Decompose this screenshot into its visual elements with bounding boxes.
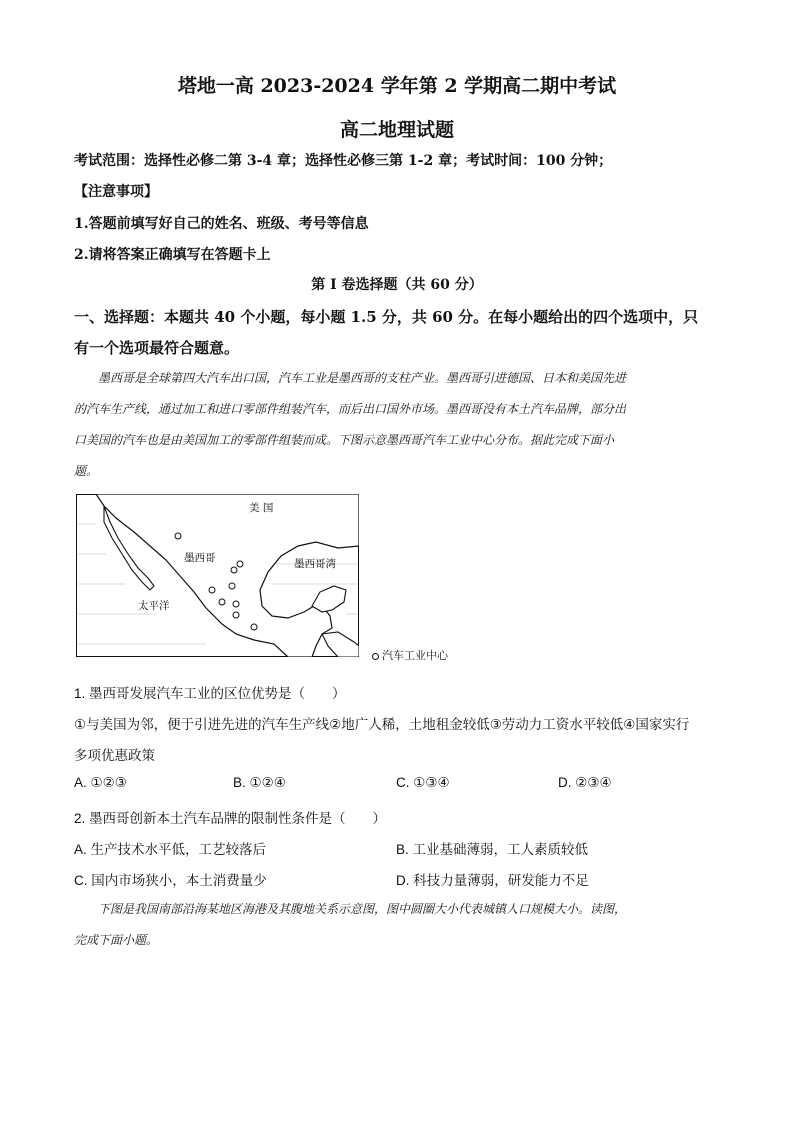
industry-center-marker <box>231 567 237 573</box>
question-1-stem-cont: ①与美国为邻，便于引进先进的汽车生产线②地广人稀，土地租金较低③劳动力工资水平较低④国家实行 <box>74 717 690 732</box>
passage-line: 题。 <box>74 464 99 478</box>
question-1-stem-cont: 多项优惠政策 <box>74 748 155 763</box>
legend-label: 汽车工业中心 <box>382 650 448 662</box>
legend-circle-icon <box>372 653 379 660</box>
industry-center-marker <box>251 624 257 630</box>
industry-center-marker <box>175 533 181 539</box>
section-instruction: 一、选择题：本题共 40 个小题，每小题 1.5 分，共 60 分。在每小题给出的四个选项中，只 <box>74 308 699 326</box>
option-a: A. ①②③ <box>74 775 127 790</box>
exam-subtitle: 高二地理试题 <box>339 119 454 141</box>
passage-2 <box>74 894 724 956</box>
question-2-stem: 2. 墨西哥创新本土汽车品牌的限制性条件是（ ） <box>74 811 387 826</box>
option-d: D. ②③④ <box>558 775 612 790</box>
exam-info: 考试范围：选择性必修二第 3-4 章；选择性必修三第 1-2 章；考试时间：100 分钟； <box>74 153 613 169</box>
industry-center-marker <box>233 601 239 607</box>
mexico-label: 墨西哥 <box>184 552 216 564</box>
industry-center-marker <box>233 612 239 618</box>
pacific-label: 太平洋 <box>138 600 170 612</box>
passage-line: 墨西哥是全球第四大汽车出口国，汽车工业是墨西哥的支柱产业。墨西哥引进德国、日本和美国先进 <box>98 371 627 385</box>
passage-line: 下图是我国南部沿海某地区海港及其腹地关系示意图，图中圆圈大小代表城镇人口规模大小。读图， <box>98 902 627 916</box>
passage-line: 的汽车生产线，通过加工和进口零部件组装汽车，而后出口国外市场。墨西哥没有本土汽车品牌，部分出 <box>74 402 627 416</box>
option-b: B. 工业基础薄弱，工人素质较低 <box>396 842 589 857</box>
passage-line: 完成下面小题。 <box>74 933 159 947</box>
passage-line: 口美国的汽车也是由美国加工的零部件组装而成。下图示意墨西哥汽车工业中心分布。据此完成下面小 <box>74 433 615 447</box>
option-c: C. 国内市场狭小，本土消费量少 <box>74 873 267 888</box>
option-c: C. ①③④ <box>396 775 450 790</box>
note-item: 1.答题前填写好自己的姓名、班级、考号等信息 <box>74 216 369 232</box>
option-b: B. ①②④ <box>233 775 286 790</box>
section-title: 第 I 卷选择题（共 60 分） <box>311 277 483 293</box>
gulf-label: 墨西哥湾 <box>294 558 336 570</box>
industry-center-marker <box>229 583 235 589</box>
industry-center-marker <box>209 587 215 593</box>
note-item: 2.请将答案正确填写在答题卡上 <box>74 247 271 263</box>
question-1-stem: 1. 墨西哥发展汽车工业的区位优势是（ ） <box>74 686 346 701</box>
usa-label: 美 国 <box>249 502 274 514</box>
exam-title: 塔地一高 2023-2024 学年第 2 学期高二期中考试 <box>177 75 617 97</box>
industry-center-marker <box>237 561 243 567</box>
section-instruction-cont: 有一个选项最符合题意。 <box>74 339 240 357</box>
notes-heading: 【注意事项】 <box>74 184 158 200</box>
industry-center-marker <box>219 599 225 605</box>
option-d: D. 科技力量薄弱，研发能力不足 <box>396 873 589 888</box>
map-legend <box>372 647 448 663</box>
option-a: A. 生产技术水平低，工艺较落后 <box>74 842 267 857</box>
passage-1 <box>74 363 724 487</box>
mexico-map <box>76 494 359 657</box>
